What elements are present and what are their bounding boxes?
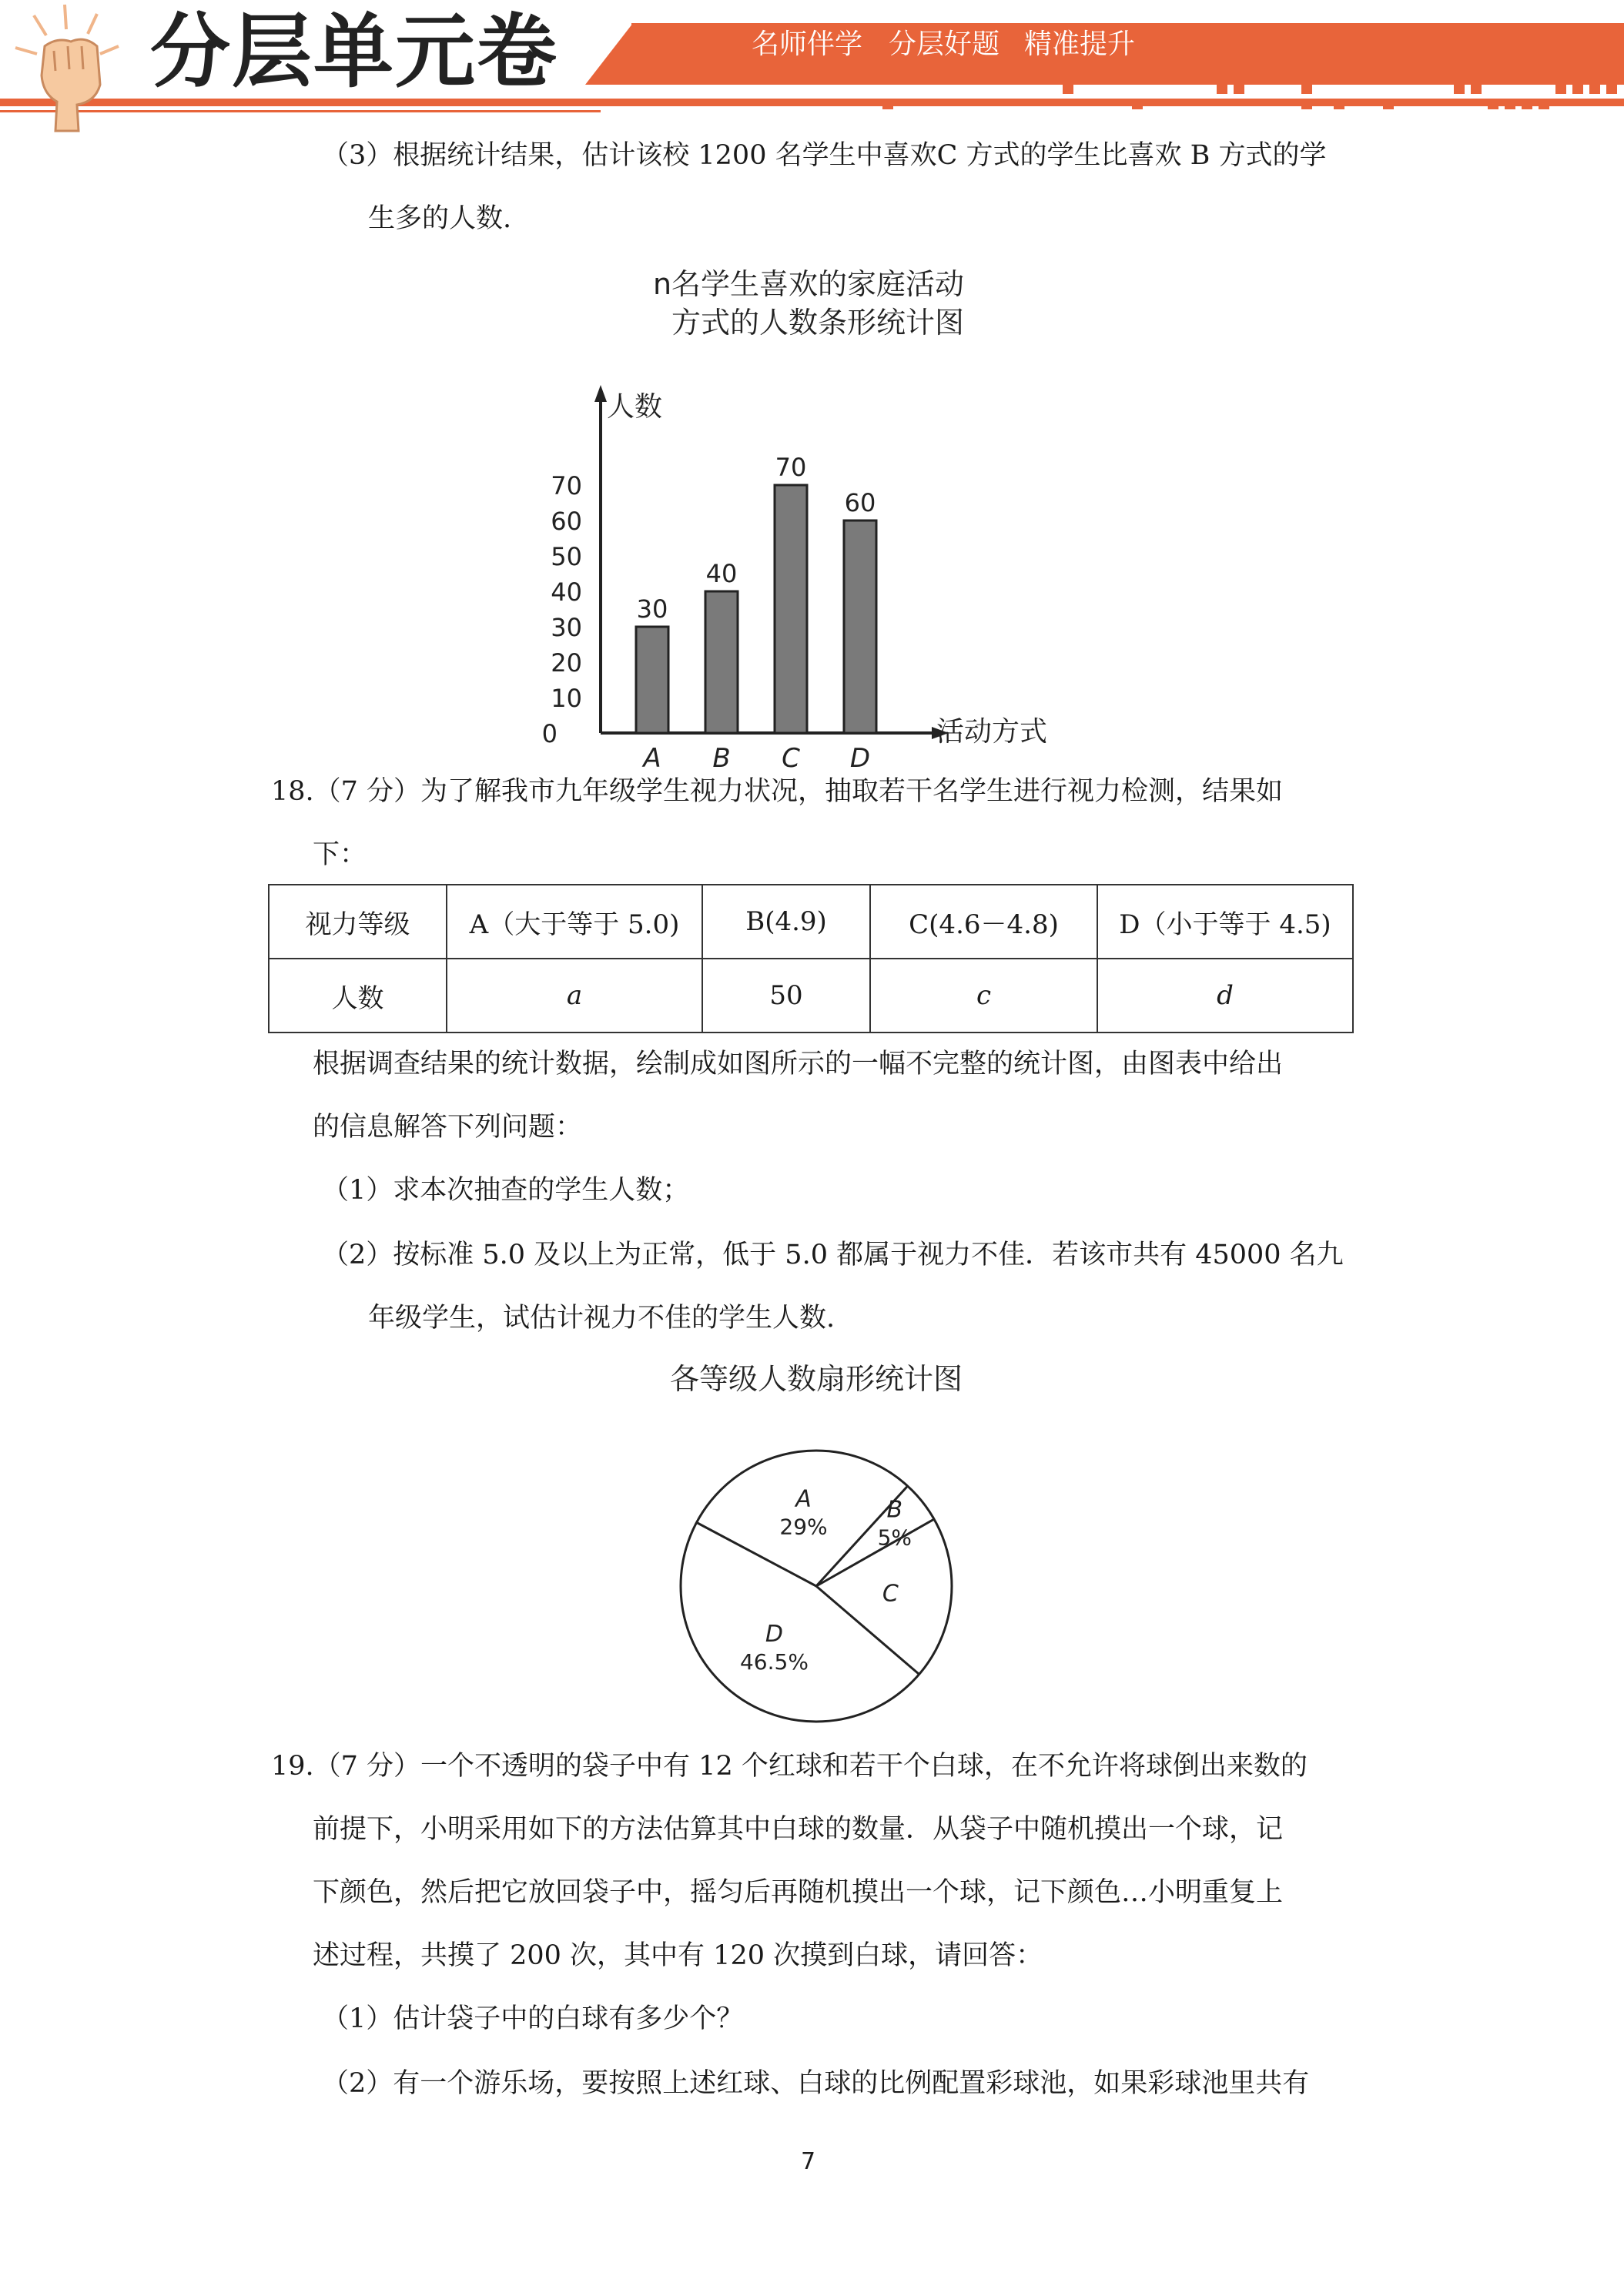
table-cell: d: [1097, 959, 1353, 1033]
q19-line4: 述过程，共摸了 200 次，其中有 120 次摸到白球，请回答：: [313, 1940, 1043, 1971]
fist-logo-icon: [11, 0, 134, 131]
slogan-item-2: 分层好题: [889, 28, 1000, 60]
decor-square: [1505, 99, 1515, 109]
x-tick-label: D: [849, 743, 871, 774]
decor-square: [1234, 83, 1244, 94]
table-cell: 人数: [269, 959, 447, 1033]
header-band-edge: [585, 23, 633, 85]
y-axis-label: 人数: [607, 391, 663, 423]
decor-square: [1217, 83, 1227, 94]
q17-part3-line1: （3）根据统计结果，估计该校 1200 名学生中喜欢C 方式的学生比喜欢 B 方式的学: [322, 140, 1327, 171]
table-header-cell: A（大于等于 5.0): [447, 885, 702, 959]
pie-slice-percent-a: 29%: [779, 1514, 828, 1540]
decor-square: [1522, 99, 1532, 109]
decor-square: [1555, 83, 1566, 94]
pie-slice-percent-d: 46.5%: [739, 1648, 809, 1675]
header-title: 分层单元卷: [150, 5, 559, 99]
q18-part1: （1）求本次抽查的学生人数；: [322, 1175, 690, 1206]
decor-square: [1454, 83, 1465, 94]
bar-value-label: 30: [636, 594, 668, 624]
bar-value-label: 70: [775, 453, 807, 482]
decor-square: [1132, 99, 1143, 109]
decor-square: [1301, 99, 1312, 109]
q18-part2-line2: 年级学生，试估计视力不佳的学生人数.: [368, 1303, 835, 1334]
table-header-cell: D（小于等于 4.5): [1097, 885, 1353, 959]
q18-line4: 的信息解答下列问题：: [313, 1112, 583, 1143]
table-header-cell: 视力等级: [269, 885, 447, 959]
pie-slice-label-c: C: [882, 1580, 899, 1608]
y-tick-label: 70: [551, 471, 582, 500]
decor-square: [1572, 83, 1583, 94]
q19-part2: （2）有一个游乐场，要按照上述红球、白球的比例配置彩球池，如果彩球池里共有: [322, 2068, 1310, 2099]
y-tick-label: 50: [551, 542, 582, 571]
q19-line2: 前提下，小明采用如下的方法估算其中白球的数量．从袋子中随机摸出一个球，记: [313, 1814, 1284, 1845]
decor-square: [1301, 83, 1312, 94]
slogan-item-3: 精准提升: [1024, 28, 1136, 60]
q18-line2: 下：: [313, 839, 367, 870]
pie-slice-label-a: A: [795, 1485, 812, 1513]
decor-square: [1488, 99, 1498, 109]
page-number: 7: [801, 2148, 816, 2175]
y-tick-label: 30: [551, 613, 582, 642]
chart-subtitle: 方式的人数条形统计图: [671, 306, 965, 340]
decor-square: [1471, 83, 1482, 94]
decor-square: [1589, 83, 1600, 94]
pie-slice-label-d: D: [765, 1620, 784, 1648]
table-cell: c: [870, 959, 1097, 1033]
y-tick-label: 20: [551, 648, 582, 678]
bar-value-label: 40: [705, 559, 738, 588]
q19-part1: （1）估计袋子中的白球有多少个？: [322, 2003, 744, 2034]
page-header: [0, 0, 1624, 123]
slogan-item-1: 名师伴学: [752, 28, 863, 60]
table-row: [269, 959, 1353, 1033]
header-rule: [0, 99, 1624, 106]
x-axis-label: 活动方式: [936, 716, 1048, 748]
vision-table: [268, 884, 1354, 1033]
bar-c: [775, 485, 807, 733]
decor-square: [1334, 99, 1344, 109]
bar-d: [844, 520, 876, 733]
decor-square: [1606, 83, 1617, 94]
x-tick-label: C: [782, 743, 800, 774]
decor-square: [1539, 99, 1549, 109]
q18-line3: 根据调查结果的统计数据，绘制成如图所示的一幅不完整的统计图，由图表中给出: [313, 1049, 1284, 1079]
table-header-row: [269, 885, 1353, 959]
q18-line1: 18.（7 分）为了解我市九年级学生视力状况，抽取若干名学生进行视力检测，结果如: [271, 776, 1284, 807]
y-tick-label: 60: [551, 507, 582, 536]
x-tick-label: A: [643, 743, 661, 774]
y-tick-label: 10: [551, 684, 582, 713]
table-header-cell: C(4.6－4.8): [870, 885, 1097, 959]
bar-b: [705, 591, 738, 733]
bar-chart: [539, 262, 1078, 774]
q19-line1: 19.（7 分）一个不透明的袋子中有 12 个红球和若干个白球，在不允许将球倒出来数的: [271, 1751, 1308, 1782]
bar-a: [636, 627, 668, 733]
bar-value-label: 60: [844, 488, 876, 517]
x-tick-label: B: [712, 743, 731, 774]
decor-square: [882, 99, 893, 109]
pie-slice-label-b: B: [886, 1496, 903, 1524]
decor-square: [1063, 83, 1073, 94]
q19-line3: 下颜色，然后把它放回袋子中，摇匀后再随机摸出一个球，记下颜色…小明重复上: [313, 1877, 1284, 1908]
decor-square: [1383, 99, 1394, 109]
table-cell: 50: [702, 959, 870, 1033]
pie-chart-title: 各等级人数扇形统计图: [669, 1362, 963, 1396]
q18-part2-line1: （2）按标准 5.0 及以上为正常，低于 5.0 都属于视力不佳．若该市共有 45000 名九: [322, 1240, 1344, 1270]
y-tick-label: 40: [551, 577, 582, 607]
pie-chart: [655, 1355, 978, 1725]
y-axis-arrow-icon: [594, 385, 607, 402]
y-tick-label: 0: [541, 719, 558, 748]
pie-slice-percent-b: 5%: [877, 1525, 912, 1551]
q17-part3-line2: 生多的人数.: [368, 203, 512, 234]
table-cell: a: [447, 959, 702, 1033]
chart-title: n名学生喜欢的家庭活动: [652, 267, 965, 301]
table-header-cell: B(4.9): [702, 885, 870, 959]
